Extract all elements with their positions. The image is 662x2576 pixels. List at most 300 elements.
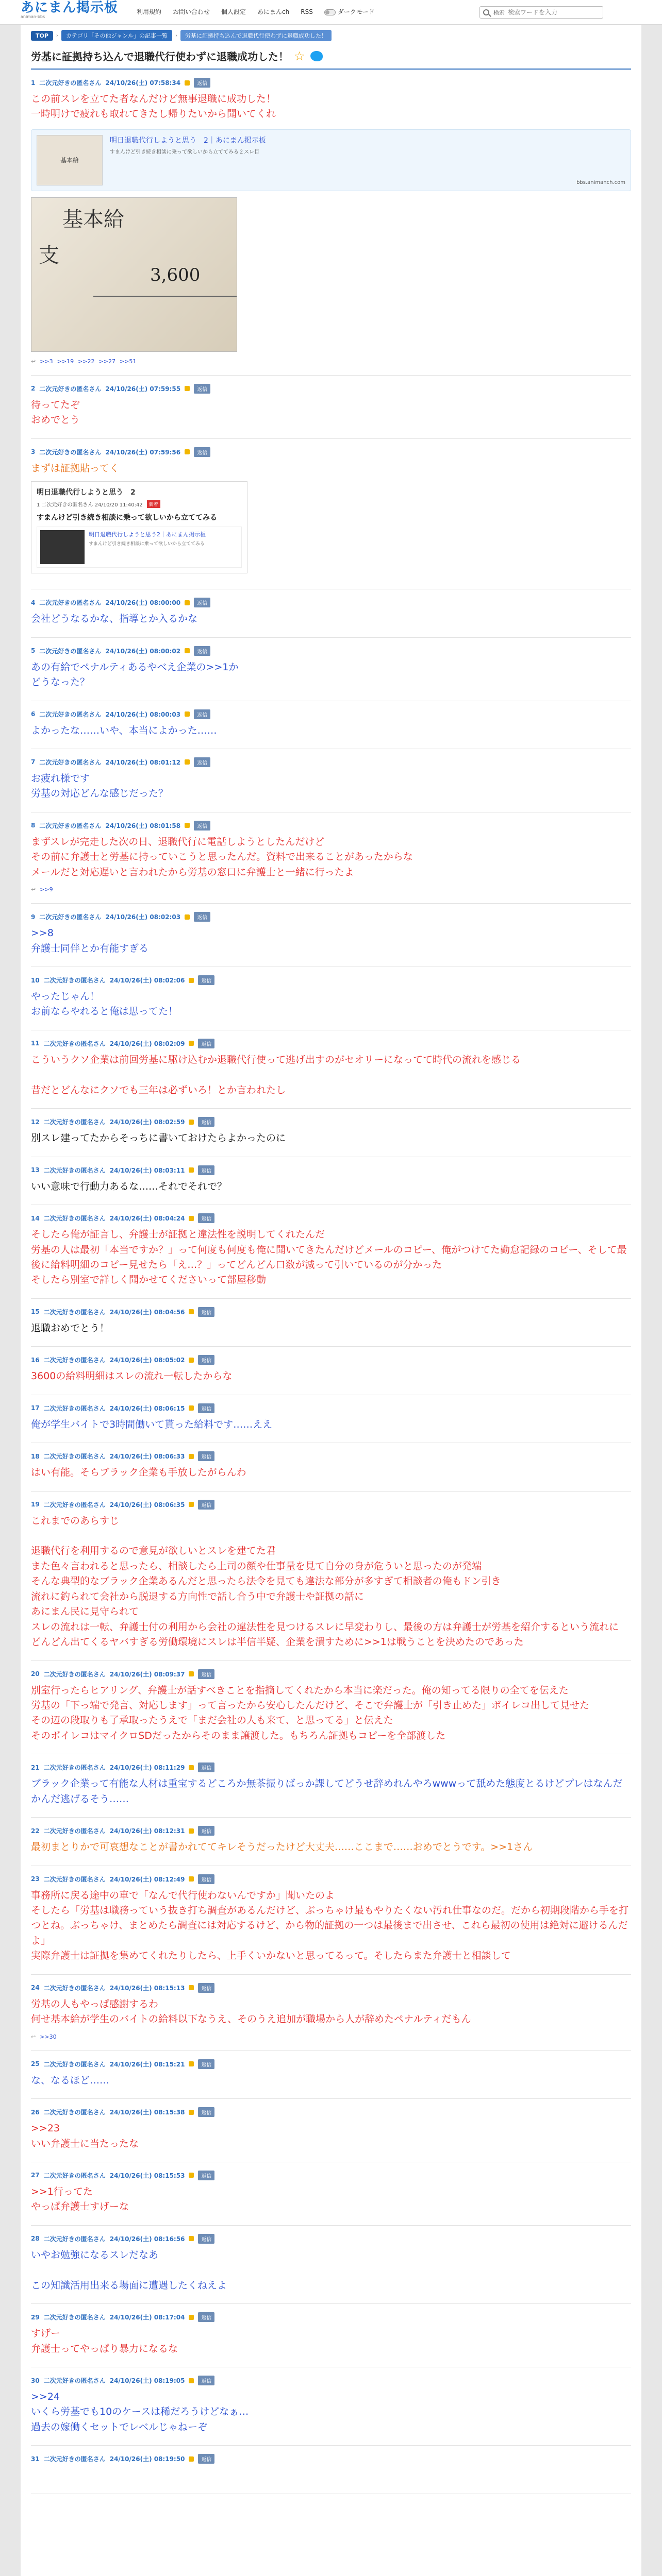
- post-author: 二次元好きの匿名さん: [43, 1764, 106, 1772]
- post-author: 二次元好きの匿名さん: [43, 2314, 106, 2321]
- thumbs-up-icon: [189, 1120, 194, 1125]
- reply-link[interactable]: >>27: [98, 358, 115, 365]
- post-line: メールだと対応遅いと言われたから労基の窓口に弁護士と一緒に行ったよ: [31, 866, 354, 878]
- link-card-title: 明日退職代行しようと思う 2｜あにまん掲示板: [110, 136, 266, 145]
- post-line: ブラック企業って有能な人材は重宝するどころか無茶振りばっか課してどうせ辞めれんやろwwwって舐めた態度とるけどプレはなんだかんだ逃げるそう……: [31, 1778, 623, 1805]
- post-header: [31, 2171, 631, 2180]
- reply-button[interactable]: 返信: [194, 646, 210, 656]
- like-button[interactable]: [189, 1671, 194, 1676]
- post: [31, 1157, 631, 1205]
- post-body: [31, 1227, 631, 1288]
- post-number[interactable]: 5: [31, 647, 36, 655]
- breadcrumb-current: 労基に証拠持ち込んで退職代行使わずに退職成功した！: [180, 30, 332, 41]
- post-line: やっぱ弁護士すげーな: [31, 2201, 129, 2213]
- post-body: [31, 2248, 631, 2293]
- post: [31, 904, 631, 967]
- thumbs-up-icon: [189, 1167, 194, 1173]
- reply-button[interactable]: 返信: [198, 1355, 214, 1365]
- like-button[interactable]: [189, 2110, 194, 2115]
- post-number[interactable]: 15: [31, 1308, 40, 1316]
- post-number[interactable]: 22: [31, 1827, 40, 1835]
- post-number[interactable]: 4: [31, 599, 36, 606]
- post-line: いくら労基でも10のケースは稀だろうけどなぁ…: [31, 2406, 249, 2418]
- post-date: 24/10/26(土) 08:09:37: [109, 1670, 185, 1678]
- post-date: 24/10/26(土) 08:00:03: [105, 710, 181, 718]
- payslip-side-label: 支: [39, 243, 59, 267]
- thumbs-up-icon: [185, 823, 190, 828]
- post-date: 24/10/26(土) 08:17:04: [109, 2314, 185, 2321]
- post-number[interactable]: 10: [31, 976, 40, 984]
- post-header: [31, 2454, 631, 2464]
- reply-button[interactable]: 返信: [198, 1451, 214, 1461]
- post-line: よかったな……いや、本当によかった……: [31, 724, 217, 736]
- post: [31, 749, 631, 812]
- logo-text: あにまん掲示板: [21, 0, 119, 15]
- like-button[interactable]: [185, 648, 190, 653]
- reply-button[interactable]: 返信: [198, 1669, 214, 1679]
- quoted-link-desc: すまんけど引き続き相談に乗って欲しいから立ててみる: [89, 541, 205, 547]
- like-button[interactable]: [185, 823, 190, 828]
- reply-button[interactable]: 返信: [198, 1165, 214, 1175]
- reply-links: [31, 886, 631, 893]
- reply-links: [31, 2033, 631, 2040]
- quoted-meta-text: 1 二次元好きの匿名さん 24/10/20 11:40:42: [37, 502, 143, 509]
- post-line: おめでとう: [31, 414, 80, 426]
- reply-button[interactable]: 返信: [198, 1874, 214, 1884]
- post-header: [31, 912, 631, 922]
- post-line: 待ってたぞ: [31, 399, 80, 411]
- post-line: この知識活用出来る場面に遭遇したくねえよ: [31, 2279, 227, 2291]
- reply-arrow-icon: ↩: [31, 358, 36, 365]
- post-number[interactable]: 31: [31, 2455, 40, 2463]
- post-line: 流れに釣られて会社から脱退する方向性で話し合う中で弁護士や証拠の話に: [31, 1590, 365, 1602]
- reply-button[interactable]: 返信: [194, 447, 210, 457]
- reply-button[interactable]: 返信: [198, 1762, 214, 1772]
- post-number[interactable]: 24: [31, 1984, 40, 1992]
- post-number[interactable]: 2: [31, 385, 36, 393]
- post: [31, 1030, 631, 1109]
- post: [31, 1866, 631, 1975]
- post-line: [31, 2468, 631, 2483]
- post-line: やったじゃん！: [31, 991, 100, 1002]
- post: [31, 638, 631, 701]
- post-line: 退職おめでとう！: [31, 1322, 110, 1334]
- post-author: 二次元好きの匿名さん: [43, 1040, 106, 1047]
- post-number[interactable]: 12: [31, 1118, 40, 1126]
- post-header: [31, 2107, 631, 2117]
- post-number[interactable]: 27: [31, 2172, 40, 2179]
- reply-link[interactable]: >>51: [119, 358, 137, 365]
- post: [31, 701, 631, 749]
- post-number[interactable]: 26: [31, 2108, 40, 2116]
- post-date: 24/10/26(土) 08:01:12: [105, 758, 181, 766]
- post-header: [31, 646, 631, 656]
- like-button[interactable]: [189, 1041, 194, 1046]
- like-button[interactable]: [189, 2456, 194, 2462]
- post-body: [31, 398, 631, 428]
- post-number[interactable]: 13: [31, 1166, 40, 1174]
- like-button[interactable]: [185, 600, 190, 605]
- quoted-title-row: [37, 487, 242, 497]
- post-header: [31, 1669, 631, 1679]
- like-button[interactable]: [189, 1358, 194, 1363]
- post-author: 二次元好きの匿名さん: [39, 710, 102, 718]
- post-line: これまでのあらすじ: [31, 1515, 120, 1527]
- thumbs-up-icon: [189, 1358, 194, 1363]
- post-author: 二次元好きの匿名さん: [43, 1501, 106, 1509]
- nav-rss[interactable]: RSS: [301, 8, 313, 15]
- post-line: 労基の対応どんな感じだった？: [31, 788, 169, 800]
- site-logo[interactable]: [21, 1, 118, 19]
- post-number[interactable]: 6: [31, 710, 36, 718]
- like-button[interactable]: [189, 1120, 194, 1125]
- post-number[interactable]: 19: [31, 1501, 40, 1509]
- reply-button[interactable]: 返信: [198, 2059, 214, 2069]
- nav-settings[interactable]: 個人設定: [221, 8, 246, 15]
- reply-arrow-icon: ↩: [31, 2033, 36, 2040]
- reply-button[interactable]: 返信: [194, 709, 210, 719]
- post-header: [31, 1983, 631, 1993]
- reply-button[interactable]: 返信: [194, 757, 210, 767]
- reply-button[interactable]: 返信: [198, 2312, 214, 2322]
- post-author: 二次元好きの匿名さん: [43, 2235, 106, 2243]
- post-body: [31, 1997, 631, 2027]
- post-body: [31, 2389, 631, 2435]
- like-button[interactable]: [189, 978, 194, 983]
- post-author: 二次元好きの匿名さん: [43, 1453, 106, 1461]
- reply-links: [31, 358, 631, 365]
- post-line: 過去の嫁働くセットでレベルじゃねーぞ: [31, 2421, 208, 2433]
- thumbs-up-icon: [189, 2173, 194, 2178]
- like-button[interactable]: [189, 1985, 194, 1990]
- post: [31, 1347, 631, 1395]
- payslip-underline: [93, 296, 237, 297]
- quoted-thread-card[interactable]: [31, 481, 247, 573]
- post-header: [31, 821, 631, 831]
- post-author: 二次元好きの匿名さん: [43, 1984, 106, 1992]
- post-line: 退職代行を利用するので意見が欲しいとスレを建てた君: [31, 1545, 276, 1557]
- search-box: [479, 6, 603, 19]
- post-body: [31, 461, 631, 476]
- post-line: その辺の段取りも了承取ったうえで「まだ会社の人も来て、と思ってる」と伝えた: [31, 1715, 393, 1726]
- main-content: [21, 25, 641, 2576]
- reply-link[interactable]: >>30: [40, 2033, 57, 2040]
- post-number[interactable]: 9: [31, 913, 36, 921]
- link-card-thumbnail: 基本給: [37, 135, 103, 185]
- thumbs-up-icon: [189, 1216, 194, 1221]
- like-button[interactable]: [185, 80, 190, 86]
- post-number[interactable]: 25: [31, 2060, 40, 2068]
- post-author: 二次元好きの匿名さん: [43, 1875, 106, 1883]
- like-button[interactable]: [189, 2061, 194, 2066]
- post-number[interactable]: 16: [31, 1356, 40, 1364]
- reply-button[interactable]: 返信: [198, 2234, 214, 2244]
- thumbs-up-icon: [189, 2061, 194, 2066]
- post-header: [31, 1826, 631, 1836]
- post-line: >>23: [31, 2123, 60, 2134]
- post-date: 24/10/26(土) 08:06:35: [109, 1501, 185, 1509]
- post-line: まずスレが完走した次の日、退職代行に電話しようとしたんだけど: [31, 836, 325, 848]
- breadcrumb: [21, 25, 641, 44]
- like-button[interactable]: [185, 449, 190, 454]
- reply-button[interactable]: 返信: [194, 384, 210, 394]
- post-line: 別室行ったらヒアリング、弁護士が話すべきことを指摘してくれたから本当に楽だった。俺の知ってる限りの全てを伝えた: [31, 1684, 569, 1696]
- post-date: 24/10/26(土) 08:01:58: [105, 822, 181, 829]
- post-date: 24/10/26(土) 08:15:13: [109, 1984, 185, 1992]
- post-image-payslip[interactable]: [31, 197, 237, 352]
- reply-button[interactable]: 返信: [198, 2454, 214, 2464]
- post-line: あにまん民に見守られて: [31, 1606, 139, 1618]
- post-number[interactable]: 18: [31, 1452, 40, 1460]
- reply-button[interactable]: 返信: [198, 1117, 214, 1127]
- like-button[interactable]: [189, 2378, 194, 2383]
- post-body: [31, 1776, 631, 1807]
- reply-button[interactable]: 返信: [198, 2376, 214, 2385]
- thumbs-up-icon: [189, 2378, 194, 2383]
- post-author: 二次元好きの匿名さん: [43, 2377, 106, 2384]
- post-author: 二次元好きの匿名さん: [43, 1308, 106, 1316]
- post-author: 二次元好きの匿名さん: [43, 2109, 106, 2116]
- post-line: 別スレ建ってたからそっちに書いておけたらよかったのに: [31, 1132, 286, 1144]
- post-date: 24/10/26(土) 08:06:15: [109, 1404, 185, 1412]
- like-button[interactable]: [189, 1454, 194, 1459]
- thumbs-up-icon: [189, 1765, 194, 1770]
- post: [31, 1205, 631, 1299]
- like-button[interactable]: [189, 2315, 194, 2320]
- post-header: [31, 384, 631, 394]
- reply-button[interactable]: 返信: [198, 1500, 214, 1510]
- post-number[interactable]: 1: [31, 79, 36, 87]
- post-author: 二次元好きの匿名さん: [43, 1166, 106, 1174]
- link-card-description: すまんけど引き続き相談に乗って欲しいから立ててみる２スレ目: [110, 149, 259, 155]
- post: [31, 1443, 631, 1491]
- like-button[interactable]: [185, 711, 190, 717]
- breadcrumb-board[interactable]: カテゴリ「その他ジャンル」の記事一覧: [61, 30, 172, 41]
- post: [31, 2226, 631, 2304]
- post-date: 24/10/26(土) 08:02:09: [109, 1040, 185, 1047]
- post-date: 24/10/26(土) 08:02:06: [109, 977, 185, 984]
- post-date: 24/10/26(土) 08:04:56: [109, 1308, 185, 1316]
- star-icon[interactable]: ☆: [294, 48, 305, 63]
- post-author: 二次元好きの匿名さん: [43, 1404, 106, 1412]
- post-number[interactable]: 11: [31, 1040, 40, 1047]
- post-date: 24/10/26(土) 08:05:02: [109, 1357, 185, 1364]
- post-line: まずは証拠貼ってく: [31, 462, 120, 474]
- reply-link[interactable]: >>9: [40, 886, 53, 893]
- post-date: 24/10/26(土) 08:03:11: [109, 1166, 185, 1174]
- post: [31, 1395, 631, 1443]
- reply-button[interactable]: 返信: [198, 1826, 214, 1836]
- thumbs-up-icon: [185, 386, 190, 391]
- post-header: [31, 1500, 631, 1510]
- post-body: [31, 1179, 631, 1194]
- like-button[interactable]: [189, 2173, 194, 2178]
- like-button[interactable]: [189, 2236, 194, 2241]
- thumbs-up-icon: [189, 1985, 194, 1990]
- chevron-right-icon: ›: [56, 32, 58, 39]
- post-header: [31, 2234, 631, 2244]
- like-button[interactable]: [189, 1405, 194, 1411]
- post-date: 24/10/26(土) 08:00:02: [105, 647, 181, 655]
- reply-button[interactable]: 返信: [198, 1213, 214, 1223]
- post-line: 3600の給料明細はスレの流れ一転したからな: [31, 1370, 233, 1382]
- post-number[interactable]: 20: [31, 1670, 40, 1677]
- like-button[interactable]: [189, 1828, 194, 1834]
- post: [31, 376, 631, 439]
- post-line: [31, 2263, 631, 2278]
- post-line: お疲れ様です: [31, 772, 90, 784]
- post-number[interactable]: 28: [31, 2235, 40, 2243]
- reply-arrow-icon: ↩: [31, 886, 36, 893]
- post-header: [31, 2312, 631, 2322]
- reply-button[interactable]: 返信: [198, 1403, 214, 1413]
- post-number[interactable]: 7: [31, 758, 36, 766]
- search-icon[interactable]: [483, 9, 489, 15]
- post: [31, 2162, 631, 2226]
- post-line: この前スレを立てた者なんだけど無事退職に成功した！: [31, 93, 276, 105]
- top-bar: [0, 0, 662, 25]
- post-header: [31, 1762, 631, 1772]
- post-body: [31, 926, 631, 956]
- post-date: 24/10/26(土) 08:16:56: [109, 2235, 185, 2243]
- post-header: [31, 1307, 631, 1317]
- nav-animanch[interactable]: あにまんch: [257, 8, 290, 15]
- like-button[interactable]: [189, 1309, 194, 1314]
- post-body: [31, 1888, 631, 1964]
- post-number[interactable]: 17: [31, 1404, 40, 1412]
- reply-button[interactable]: 返信: [198, 2107, 214, 2117]
- post-author: 二次元好きの匿名さん: [39, 599, 102, 607]
- like-button[interactable]: [189, 1765, 194, 1770]
- post-number[interactable]: 23: [31, 1875, 40, 1883]
- post-author: 二次元好きの匿名さん: [39, 448, 102, 456]
- logo-subtext: animan-bbs: [21, 14, 45, 19]
- reply-link[interactable]: >>3: [40, 358, 53, 365]
- post-author: 二次元好きの匿名さん: [39, 758, 102, 766]
- thumbs-up-icon: [185, 80, 190, 86]
- post-line: 労基の「下っ端で発言、対応します」って言ったから安心したんだけど、そこで弁護士が「引き止めた」ボイレコ出して見せた: [31, 1699, 590, 1711]
- post: [31, 439, 631, 589]
- link-card[interactable]: [31, 129, 631, 191]
- thumbs-up-icon: [189, 2315, 194, 2320]
- post-line: そしたら俺が証言し、弁護士が証拠と違法性を説明してくれたんだ: [31, 1229, 325, 1241]
- reply-button[interactable]: 返信: [194, 598, 210, 607]
- post-author: 二次元好きの匿名さん: [43, 2060, 106, 2068]
- post-line: 一時明けで疲れも取れてきたし帰りたいから聞いてくれ: [31, 108, 276, 120]
- post: [31, 967, 631, 1030]
- post-body: [31, 2184, 631, 2215]
- post-number[interactable]: 21: [31, 1764, 40, 1771]
- post-line: そんな典型的なブラック企業あるんだと思ったら法令を見ても違法な部分が多すぎて相談者の俺もドン引き: [31, 1575, 501, 1587]
- post-body: [31, 660, 631, 690]
- post-body: [31, 2073, 631, 2088]
- reply-button[interactable]: 返信: [198, 975, 214, 985]
- twitter-icon[interactable]: [310, 51, 323, 61]
- reply-link[interactable]: >>22: [78, 358, 95, 365]
- thread-title-row: [31, 44, 631, 70]
- post-date: 24/10/26(土) 08:15:53: [109, 2172, 185, 2179]
- like-button[interactable]: [189, 1167, 194, 1173]
- page-title: 労基に証拠持ち込んで退職代行使わずに退職成功した！: [31, 50, 289, 63]
- post-header: [31, 1403, 631, 1413]
- like-button[interactable]: [189, 1216, 194, 1221]
- post-header: [31, 1874, 631, 1884]
- post: [31, 2099, 631, 2162]
- post-line: そしたら別室で詳しく聞かせてくださいって部屋移動: [31, 1274, 267, 1286]
- post-date: 24/10/26(土) 08:06:33: [109, 1453, 185, 1461]
- dark-mode-toggle[interactable]: [324, 7, 375, 16]
- post-date: 24/10/26(土) 07:59:55: [105, 385, 181, 393]
- search-label: 検索: [493, 9, 505, 16]
- like-button[interactable]: [189, 1502, 194, 1507]
- post-date: 24/10/26(土) 08:12:49: [109, 1875, 185, 1883]
- reply-button[interactable]: 返信: [194, 821, 210, 831]
- post-body: [31, 1514, 631, 1650]
- post-author: 二次元好きの匿名さん: [39, 822, 102, 829]
- thumbs-up-icon: [185, 914, 190, 920]
- post-body: [31, 612, 631, 626]
- post-body: [31, 1465, 631, 1480]
- post-line: いい弁護士に当たったな: [31, 2138, 139, 2149]
- post-author: 二次元好きの匿名さん: [39, 79, 102, 87]
- like-button[interactable]: [185, 759, 190, 765]
- post-line: >>24: [31, 2391, 60, 2402]
- reply-button[interactable]: 返信: [198, 1983, 214, 1993]
- post-line: 弁護士同伴とか有能すぎる: [31, 942, 149, 954]
- reply-button[interactable]: 返信: [198, 2171, 214, 2180]
- post-number[interactable]: 3: [31, 448, 36, 456]
- like-button[interactable]: [185, 914, 190, 920]
- nav-contact[interactable]: お問い合わせ: [173, 8, 210, 15]
- thumbs-up-icon: [189, 1309, 194, 1314]
- top-nav: [137, 7, 374, 16]
- reply-link[interactable]: >>19: [57, 358, 74, 365]
- post-date: 24/10/26(土) 08:04:24: [109, 1215, 185, 1223]
- like-button[interactable]: [185, 386, 190, 391]
- nav-terms[interactable]: 利用規約: [137, 8, 162, 15]
- search-input[interactable]: [508, 9, 600, 16]
- new-badge: 新着: [147, 500, 160, 508]
- post-number[interactable]: 8: [31, 822, 36, 829]
- link-card-text: [110, 135, 625, 185]
- thumbs-up-icon: [185, 600, 190, 605]
- post-number[interactable]: 30: [31, 2377, 40, 2384]
- post-body: [31, 835, 631, 880]
- reply-button[interactable]: 返信: [194, 912, 210, 922]
- thumbs-up-icon: [189, 1454, 194, 1459]
- quoted-thumbnail: [40, 530, 85, 564]
- post-header: [31, 975, 631, 985]
- post-line: 最初まとりかで可哀想なことが書かれててキレそうだったけど大丈夫……ここまで……おめでとうです。>>1さん: [31, 1841, 533, 1853]
- post-number[interactable]: 29: [31, 2313, 40, 2321]
- post-body: [31, 1683, 631, 1744]
- post-line: 会社どうなるかな、指導とか入るかな: [31, 613, 198, 625]
- post-body: [31, 1053, 631, 1098]
- reply-button[interactable]: 返信: [194, 78, 210, 88]
- post-line: 労基の人もやっぱ感謝するわ: [31, 1998, 159, 2010]
- like-button[interactable]: [189, 1876, 194, 1882]
- breadcrumb-home[interactable]: TOP: [31, 31, 53, 41]
- post: [31, 2367, 631, 2446]
- post: [31, 1818, 631, 1866]
- reply-button[interactable]: 返信: [198, 1039, 214, 1048]
- post-body: [31, 2468, 631, 2483]
- post-number[interactable]: 14: [31, 1214, 40, 1222]
- thumbs-up-icon: [189, 1671, 194, 1676]
- post-line: どんどん出てくるヤバすぎる労働環境にスレは半信半疑、企業を潰すために>>1は戦うことを決めたのであった: [31, 1636, 524, 1648]
- post-line: お前ならやれると俺は思ってた！: [31, 1006, 178, 1018]
- reply-button[interactable]: 返信: [198, 1307, 214, 1317]
